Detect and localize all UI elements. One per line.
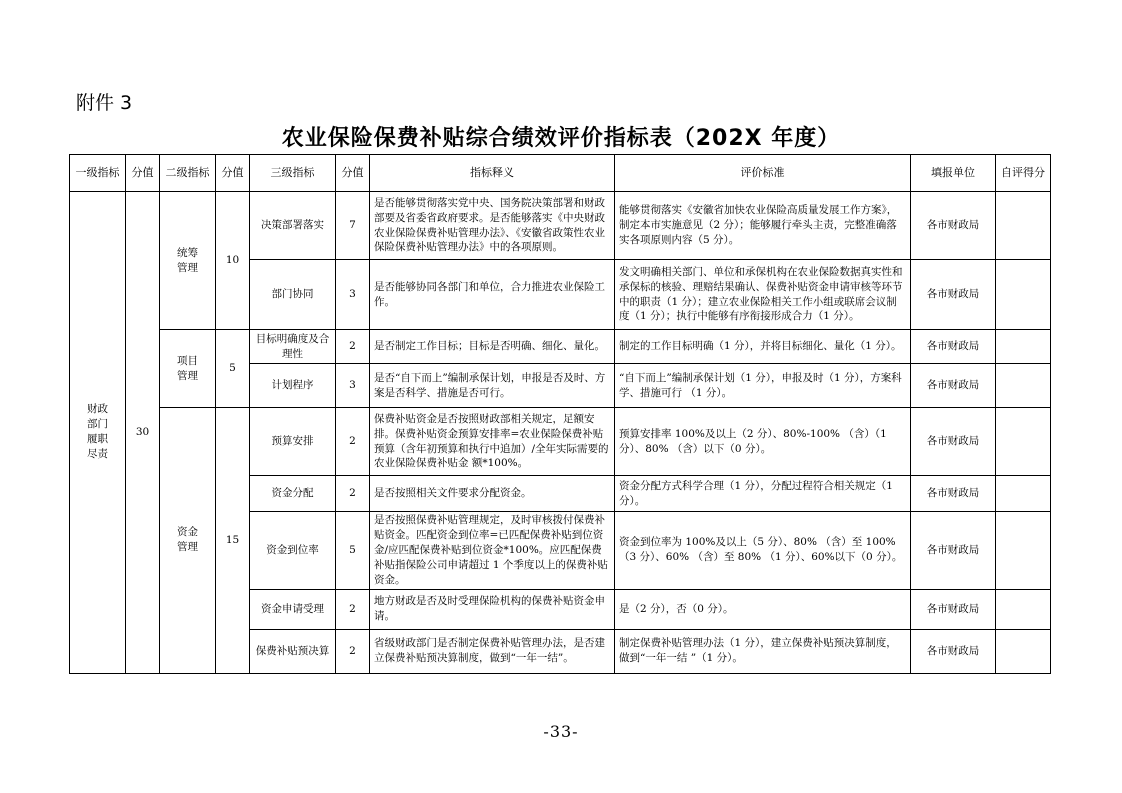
- reporting-unit: 各市财政局: [911, 476, 996, 512]
- self-score-cell[interactable]: [996, 364, 1051, 408]
- indicator-score: 5: [336, 512, 370, 590]
- table-row: [70, 408, 1051, 476]
- level1-score: 30: [126, 192, 160, 674]
- self-score-cell[interactable]: [996, 408, 1051, 476]
- indicator-name: 预算安排: [250, 408, 336, 476]
- indicator-definition: 保费补贴资金是否按照财政部相关规定，足额安排。保费补贴资金预算安排率=农业保险保费补贴预算（含年初预算和执行中追加）/全年实际需要的农业保险保费补贴金 额*100%。: [370, 408, 615, 476]
- indicator-definition: 是否制定工作目标；目标是否明确、细化、量化。: [370, 330, 615, 364]
- header-level3-score: 分值: [336, 155, 370, 192]
- reporting-unit: 各市财政局: [911, 260, 996, 330]
- indicator-score: 3: [336, 364, 370, 408]
- indicator-definition: 是否按照相关文件要求分配资金。: [370, 476, 615, 512]
- page-number: -33-: [543, 722, 579, 741]
- indicator-criteria: 是（2 分），否（0 分）。: [615, 589, 911, 629]
- indicator-name: 目标明确度及合理性: [250, 330, 336, 364]
- indicator-score: 2: [336, 408, 370, 476]
- table-header-row: [70, 155, 1051, 192]
- indicator-criteria: 制定保费补贴管理办法（1 分），建立保费补贴预决算制度，做到“一年一结 ”（1 分）。: [615, 629, 911, 673]
- header-level2-indicator: 二级指标: [160, 155, 216, 192]
- header-reporting-unit: 填报单位: [911, 155, 996, 192]
- indicator-definition: 省级财政部门是否制定保费补贴管理办法，是否建立保费补贴预决算制度，做到“一年一结”。: [370, 629, 615, 673]
- indicator-criteria: 预算安排率 100%及以上（2 分）、80%-100% （含）（1 分）、80% （含）以下（0 分）。: [615, 408, 911, 476]
- evaluation-index-table: [69, 154, 1051, 674]
- header-self-score: 自评得分: [996, 155, 1051, 192]
- group-name-cell: [160, 330, 216, 408]
- indicator-name: 资金分配: [250, 476, 336, 512]
- group-name-cell: [160, 408, 216, 674]
- reporting-unit: 各市财政局: [911, 408, 996, 476]
- reporting-unit: 各市财政局: [911, 512, 996, 590]
- level1-name-cell: [70, 192, 126, 674]
- indicator-criteria: 能够贯彻落实《安徽省加快农业保险高质量发展工作方案》，制定本市实施意见（2 分）；能够履行牵头主责，完整准确落实各项原则内容（5 分）。: [615, 192, 911, 260]
- group-name: 项目管理: [177, 354, 198, 382]
- self-score-cell[interactable]: [996, 589, 1051, 629]
- self-score-cell[interactable]: [996, 260, 1051, 330]
- indicator-definition: 地方财政是否及时受理保险机构的保费补贴资金申请。: [370, 589, 615, 629]
- document-title: 农业保险保费补贴综合绩效评价指标表（202X 年度）: [281, 126, 841, 151]
- header-criteria: 评价标准: [615, 155, 911, 192]
- indicator-score: 7: [336, 192, 370, 260]
- self-score-cell[interactable]: [996, 629, 1051, 673]
- self-score-cell[interactable]: [996, 476, 1051, 512]
- indicator-score: 2: [336, 629, 370, 673]
- indicator-definition: 是否能够贯彻落实党中央、国务院决策部署和财政部要及省委省政府要求。是否能够落实《中央财政农业保险保费补贴管理办法》、《安徽省政策性农业保险保费补贴管理办法》中的各项原则。: [370, 192, 615, 260]
- reporting-unit: 各市财政局: [911, 330, 996, 364]
- reporting-unit: 各市财政局: [911, 589, 996, 629]
- group-name-cell: [160, 192, 216, 330]
- header-level2-score: 分值: [216, 155, 250, 192]
- indicator-criteria: 发文明确相关部门、单位和承保机构在农业保险数据真实性和承保标的核验、理赔结果确认、保费补贴资金申请审核等环节中的职责（1 分）；建立农业保险相关工作小组或联席会议制度（1 分）；执行中能够有序衔接形成合力（1 分）。: [615, 260, 911, 330]
- indicator-definition: 是否“自下而上”编制承保计划，申报是否及时、方案是否科学、措施是否可行。: [370, 364, 615, 408]
- indicator-name: 部门协同: [250, 260, 336, 330]
- group-score: 10: [216, 192, 250, 330]
- header-definition: 指标释义: [370, 155, 615, 192]
- level1-name: 财政部门履职尽责: [87, 403, 108, 461]
- indicator-criteria: 制定的工作目标明确（1 分），并将目标细化、量化（1 分）。: [615, 330, 911, 364]
- reporting-unit: 各市财政局: [911, 364, 996, 408]
- indicator-criteria: 资金到位率为 100%及以上（5 分）、80% （含）至 100% （3 分）、60% （含）至 80% （1 分）、60%以下（0 分）。: [615, 512, 911, 590]
- header-level1-indicator: 一级指标: [70, 155, 126, 192]
- group-score: 15: [216, 408, 250, 674]
- indicator-criteria: “自下而上”编制承保计划（1 分），申报及时（1 分），方案科学、措施可行 （1 分）。: [615, 364, 911, 408]
- table-row: [70, 192, 1051, 260]
- indicator-definition: 是否能够协同各部门和单位，合力推进农业保险工作。: [370, 260, 615, 330]
- self-score-cell[interactable]: [996, 330, 1051, 364]
- indicator-score: 2: [336, 476, 370, 512]
- indicator-score: 2: [336, 330, 370, 364]
- indicator-name: 资金到位率: [250, 512, 336, 590]
- header-level3-indicator: 三级指标: [250, 155, 336, 192]
- attachment-label: 附件 3: [76, 92, 133, 114]
- group-name: 资金管理: [177, 526, 198, 554]
- indicator-score: 2: [336, 589, 370, 629]
- table-row: [70, 330, 1051, 364]
- group-name: 统筹管理: [177, 246, 198, 274]
- group-score: 5: [216, 330, 250, 408]
- indicator-name: 保费补贴预决算: [250, 629, 336, 673]
- self-score-cell[interactable]: [996, 192, 1051, 260]
- indicator-definition: 是否按照保费补贴管理规定，及时审核拨付保费补贴资金。匹配资金到位率=已匹配保费补贴到位资金/应匹配保费补贴到位资金*100%。应匹配保费补贴指保险公司申请超过 1 个季度以上的保费补贴资金。: [370, 512, 615, 590]
- indicator-score: 3: [336, 260, 370, 330]
- reporting-unit: 各市财政局: [911, 629, 996, 673]
- self-score-cell[interactable]: [996, 512, 1051, 590]
- indicator-criteria: 资金分配方式科学合理（1 分），分配过程符合相关规定（1 分）。: [615, 476, 911, 512]
- indicator-name: 决策部署落实: [250, 192, 336, 260]
- header-level1-score: 分值: [126, 155, 160, 192]
- indicator-name: 计划程序: [250, 364, 336, 408]
- reporting-unit: 各市财政局: [911, 192, 996, 260]
- indicator-name: 资金申请受理: [250, 589, 336, 629]
